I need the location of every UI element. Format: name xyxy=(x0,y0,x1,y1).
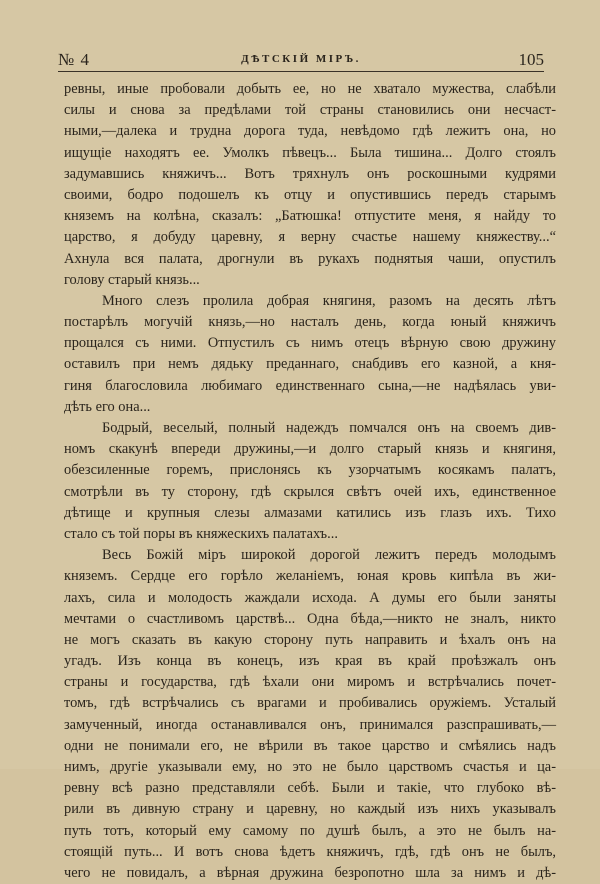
text-line: Много слезъ пролила добрая княгиня, разомъ на десять лѣтъ xyxy=(102,292,556,309)
text-line: угадъ. Изъ конца въ конецъ, изъ края въ край проѣзжалъ онъ xyxy=(64,653,556,670)
text-line: дѣтище и крупныя слезы алмазами катились изъ глазъ ихъ. Тихо xyxy=(64,504,556,521)
text-line: гиня благословила любимаго единственнаго сына,—не надѣялась уви- xyxy=(64,377,556,394)
text-line: силы и снова за предѣлами той страны становились они несчаст- xyxy=(64,102,556,119)
text-line: голову старый князь... xyxy=(64,271,200,288)
text-line: смотрѣли въ ту сторону, гдѣ скрылся свѣтъ очей ихъ, единственное xyxy=(64,483,556,500)
text-line: своими, бодро подошелъ къ отцу и опустившись передъ старымъ xyxy=(64,186,556,203)
text-line: прощался съ ними. Отпустилъ съ нимъ отецъ вѣрную свою дружину xyxy=(64,335,556,352)
text-line: замученный, иногда останавливался онъ, принимался разспрашивать,— xyxy=(64,716,556,733)
text-line: постарѣлъ могучій князь,—но насталъ день, когда юный княжичъ xyxy=(64,314,556,331)
page-number: 105 xyxy=(518,50,544,69)
text-line: номъ скакунѣ впереди дружины,—и долго старый князь и княгиня, xyxy=(64,441,556,458)
text-line: страны и государства, гдѣ ѣхали они миромъ и встрѣчались почет- xyxy=(64,674,556,691)
text-line: Ахнула вся палата, дрогнули въ рукахъ поднятыя чаши, опустилъ xyxy=(64,250,556,267)
text-line: мечтами о счастливомъ царствѣ... Одна бѣда,—никто не зналъ, никто xyxy=(64,610,556,627)
text-line: княземъ на колѣна, сказалъ: „Батюшка! отпустите меня, я найду то xyxy=(64,208,556,225)
text-line: обезсиленные горемъ, прислонясь къ узорчатымъ косякамъ палатъ, xyxy=(64,462,556,479)
journal-title: ДѢТСКІЙ МІРЪ. xyxy=(241,53,361,65)
text-line: ными,—далека и трудна дорога туда, невѣдомо гдѣ лежитъ она, но xyxy=(64,123,556,140)
header-rule xyxy=(58,71,544,72)
text-line: задумавшись княжичъ... Вотъ тряхнулъ онъ роскошными кудрями xyxy=(64,165,556,182)
text-line: лахъ, сила и молодость жаждали исхода. А думы его были заняты xyxy=(64,589,556,606)
text-line: стало съ той поры въ княжескихъ палатахъ... xyxy=(64,525,338,542)
running-header xyxy=(58,50,544,72)
text-line: ревну всѣ разно представляли себѣ. Были и такіе, что глубоко вѣ- xyxy=(64,780,556,797)
text-line: княземъ. Сердце его горѣло желаніемъ, юная кровь кипѣла въ жи- xyxy=(64,568,556,585)
text-line: чего не повидалъ, а вѣрная дружина безропотно шла за нимъ и дѣ- xyxy=(64,864,556,881)
text-line: оставилъ при немъ дядьку преданнаго, снабдивъ его казной, а кня- xyxy=(64,356,556,373)
text-line: томъ, гдѣ встрѣчались съ врагами и пробивались оружіемъ. Усталый xyxy=(64,695,556,712)
text-line: нимъ, другіе указывали ему, но это не было царствомъ счастья и ца- xyxy=(64,759,556,775)
issue-number: № 4 xyxy=(58,50,90,69)
text-line: Весь Божій міръ широкой дорогой лежитъ передъ молодымъ xyxy=(102,547,556,564)
text-line: ревны, иные пробовали добыть ее, но не хватало мужества, слабѣли xyxy=(64,81,556,97)
body-text xyxy=(64,79,556,884)
text-line: путь тотъ, который ему самому по душѣ былъ, а это не былъ на- xyxy=(64,822,556,839)
text-line: рили въ дивную страну и царевну, но каждый изъ нихъ указывалъ xyxy=(64,801,556,818)
text-line: царство, я добуду царевну, я верну счастье нашему княжеству...“ xyxy=(64,229,556,246)
text-line: ищущіе находятъ ее. Умолкъ пѣвецъ... Была тишина... Долго стоялъ xyxy=(64,144,556,161)
text-line: дѣть его она... xyxy=(64,398,151,415)
text-line: одни не понимали его, не вѣрили въ такое царство и смѣялись надъ xyxy=(64,737,556,754)
text-line: стоящій путь... И вотъ снова ѣдетъ княжичъ, гдѣ, гдѣ онъ не былъ, xyxy=(64,843,556,860)
text-line: Бодрый, веселый, полный надеждъ помчался онъ на своемъ див- xyxy=(102,420,556,436)
text-line: не могъ сказать въ какую сторону путь направить и ѣхалъ онъ на xyxy=(64,631,556,648)
